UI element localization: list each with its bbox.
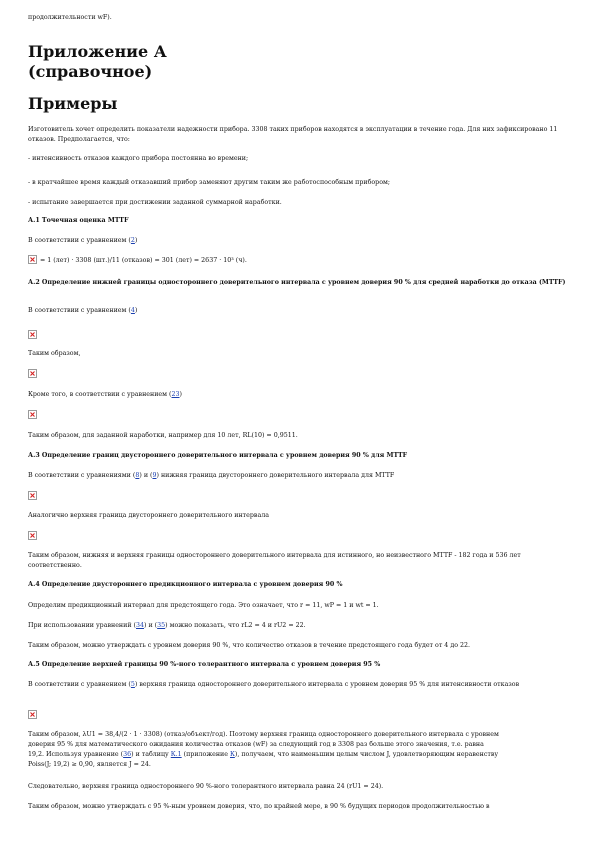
broken-image-icon — [28, 330, 37, 339]
bullet-item: - в кратчайшее время каждый отказавший прибор заменяют другим таким же работоспособным прибором; — [28, 179, 391, 186]
section-a2-result: Таким образом, для заданной наработки, например для 10 лет, RL(10) = 0,9511. — [28, 432, 298, 439]
equation-link[interactable]: 23 — [171, 391, 180, 398]
ref-text: ) и ( — [144, 622, 158, 629]
broken-image-icon — [28, 369, 37, 378]
ref-text: ) — [134, 237, 138, 244]
intro-paragraph: Изготовитель хочет определить показатели надежности прибора. 3308 таких приборов находятся в эксплуатации в течение года. Для них зафиксировано 11 отказов. Предполагается, что: — [28, 126, 558, 143]
top-line: продолжительности wF). — [28, 14, 112, 21]
broken-image-icon — [28, 491, 37, 500]
ref-text: ) нижняя граница двустороннего доверительного интервала для MTTF — [156, 472, 395, 479]
section-a2-thus: Таким образом, — [28, 350, 81, 357]
appendix-title-line-1: Приложение А — [28, 42, 167, 61]
ref-text: ), получаем, что наименьшим целым числом J, удовлетворяющим неравенству — [234, 751, 499, 758]
ref-text: ) верхняя граница одностороннего доверительного интервала с уровнем доверия 95 % для интенсивности отказов — [134, 681, 520, 688]
equation-link[interactable]: 2 — [130, 237, 135, 244]
ref-text: В соответствии с уравнением ( — [28, 681, 131, 688]
ref-text: ) и таблицу — [131, 751, 171, 758]
equation-link[interactable]: 35 — [157, 622, 166, 629]
ref-text: Кроме того, в соответствии с уравнением ( — [28, 391, 172, 398]
section-a3-reference — [28, 471, 568, 481]
appendix-link[interactable]: К — [229, 751, 235, 758]
table-link[interactable]: К.1 — [170, 751, 182, 758]
section-a5-thus-line-1: Таким образом, λU1 = 38,4/(2 · 1 · 3308) (отказ/объект/год). Поэтому верхняя граница одностороннего доверительного интервала с уровнем — [28, 731, 499, 738]
section-a4-title: А.4 Определение двустороннего предикционного интервала с уровнем доверия 90 % — [28, 581, 343, 588]
section-a2-reference — [28, 306, 568, 316]
section-a5-title: А.5 Определение верхней границы 90 %-ного толерантного интервала с уровнем доверия 95 % — [28, 661, 381, 668]
section-a5-thus-line-2: доверия 95 % для математического ожидания количества отказов (wF) за следующий год в 3308 раз больше этого значения, т.е. равна — [28, 741, 484, 748]
examples-heading: Примеры — [28, 94, 118, 113]
section-a4-definition: Определим предикционный интервал для предстоящего года. Это означает, что r = 11, wP = 1 и wt = 1. — [28, 602, 379, 609]
section-a5-last-line: Таким образом, можно утверждать с 95 %-ным уровнем доверия, что, по крайней мере, в 90 % будущих периодов продолжительностью в — [28, 803, 490, 810]
equation-link[interactable]: 5 — [130, 681, 135, 688]
ref-text: ) — [179, 391, 182, 398]
section-a3-title: А.3 Определение границ двустороннего доверительного интервала с уровнем доверия 90 % для MTTF — [28, 452, 408, 459]
section-a1-formula: = 1 (лет) · 3308 (шт.)/11 (отказов) = 301 (лет) = 2637 · 10³ (ч). — [40, 257, 247, 264]
bullet-item: - интенсивность отказов каждого прибора постоянна во времени; — [28, 155, 249, 162]
section-a5-reference — [28, 680, 568, 690]
section-a3-upper: Аналогично верхняя граница двустороннего доверительного интервала — [28, 512, 269, 519]
ref-text: При использовании уравнений ( — [28, 622, 136, 629]
section-a4-result: Таким образом, можно утверждать с уровнем доверия 90 %, что количество отказов в течение предстоящего года будет от 4 до 22. — [28, 642, 471, 649]
section-a1-title: А.1 Точечная оценка MTTF — [28, 217, 129, 224]
section-a4-equations — [28, 621, 568, 631]
section-a2-also — [28, 390, 568, 400]
section-a5-thus-line-4: Poiss(J; 19,2) ≥ 0,90, является J = 24. — [28, 761, 151, 768]
equation-link[interactable]: 9 — [152, 472, 157, 479]
section-a1-reference — [28, 236, 568, 246]
section-a5-conclusion: Следовательно, верхняя граница одностороннего 90 %-ного толерантного интервала равна 24 (rU1 = 24). — [28, 783, 384, 790]
ref-text: В соответствии с уравнением ( — [28, 307, 131, 314]
equation-link[interactable]: 8 — [135, 472, 140, 479]
section-a3-result: Таким образом, нижняя и верхняя границы одностороннего доверительного интервала для истинного, но неизвестного MTTF - 182 года и 536 лет соответственно. — [28, 552, 521, 569]
broken-image-icon — [28, 531, 37, 540]
ref-text: (приложение — [181, 751, 230, 758]
equation-link[interactable]: 36 — [123, 751, 132, 758]
section-a5-thus-line-3 — [28, 750, 568, 760]
broken-image-icon — [28, 255, 37, 264]
equation-link[interactable]: 4 — [130, 307, 135, 314]
ref-text: ) и ( — [139, 472, 153, 479]
broken-image-icon — [28, 710, 37, 719]
bullet-item: - испытание завершается при достижении заданной суммарной наработки. — [28, 199, 282, 206]
appendix-title-line-2: (справочное) — [28, 62, 153, 81]
ref-text: ) — [134, 307, 138, 314]
equation-link[interactable]: 34 — [136, 622, 145, 629]
section-a2-title: А.2 Определение нижней границы одностороннего доверительного интервала с уровнем доверия 90 % для средней наработки до отказа (MTTF) — [28, 279, 566, 286]
ref-text: 19,2. Используя уравнение ( — [28, 751, 124, 758]
ref-text: ) можно показать, что rL2 = 4 и rU2 = 22. — [165, 622, 306, 629]
ref-text: В соответствии с уравнением ( — [28, 237, 131, 244]
ref-text: В соответствии с уравнениями ( — [28, 472, 136, 479]
broken-image-icon — [28, 410, 37, 419]
